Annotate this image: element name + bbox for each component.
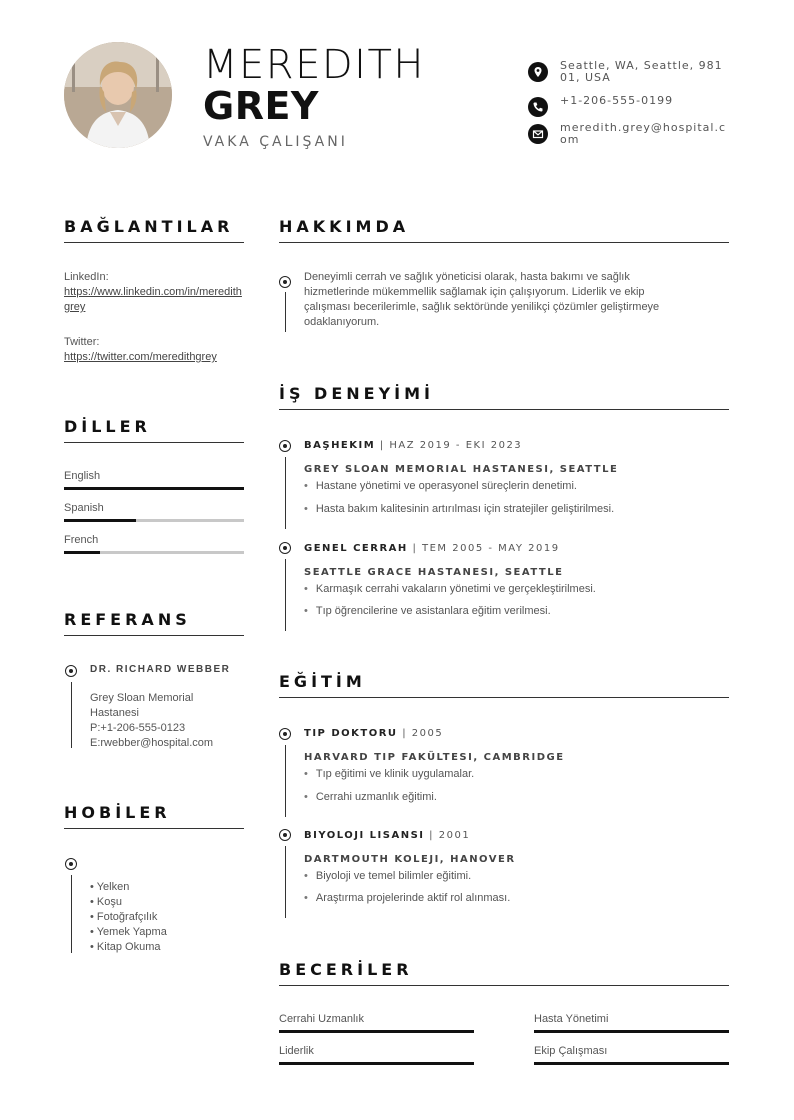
education-header <box>304 728 443 739</box>
job-bullet <box>304 605 551 617</box>
timeline-line <box>285 745 286 817</box>
skill-name: Cerrahi Uzmanlık <box>279 1013 364 1025</box>
job-bullet-text: Karmaşık cerrahi vakaların yönetimi ve gerçekleştirilmesi. <box>315 583 596 595</box>
email-text[interactable]: meredith.grey@hospital.com <box>560 121 727 146</box>
phone-text[interactable]: +1-206-555-0199 <box>560 94 674 107</box>
education-degree: TIP DOKTORU <box>304 728 398 739</box>
hobby-item: • Yelken <box>90 881 130 893</box>
profile-photo <box>64 42 172 148</box>
timeline-dot <box>279 440 291 452</box>
about-heading: HAKKIMDA <box>279 217 729 243</box>
envelope-icon <box>528 124 548 144</box>
language-level-bar <box>64 519 244 522</box>
reference-phone: P:+1-206-555-0123 <box>90 722 186 734</box>
connections-block <box>64 270 246 365</box>
linkedin-label: LinkedIn: <box>64 271 109 283</box>
language-name: French <box>64 534 99 546</box>
skill-item <box>279 1045 474 1065</box>
reference-email: E:rwebber@hospital.com <box>90 737 214 749</box>
address-text: Seattle, WA, Seattle, 98101, USA <box>560 59 723 84</box>
location-pin-icon <box>528 62 548 82</box>
job-bullet-text: Hastane yönetimi ve operasyonel süreçlerin denetimi. <box>315 480 577 492</box>
reference-name: DR. RICHARD WEBBER <box>90 664 231 675</box>
language-item <box>64 502 244 522</box>
education-year: | 2005 <box>397 728 444 739</box>
job-dates: | HAZ 2019 - EKI 2023 <box>375 440 523 451</box>
connections-heading: BAĞLANTILAR <box>64 217 244 243</box>
experience-heading: İŞ DENEYİMİ <box>279 384 729 410</box>
skill-item <box>534 1045 729 1065</box>
timeline-line <box>285 457 286 529</box>
skill-bar <box>279 1062 474 1065</box>
education-bullet-text: Cerrahi uzmanlık eğitimi. <box>315 791 437 803</box>
phone-icon <box>528 97 548 117</box>
reference-org-line2: Hastanesi <box>90 707 139 719</box>
profile-photo-graphic <box>64 42 172 148</box>
name-first: MEREDITH <box>203 42 425 88</box>
timeline-line <box>71 682 72 748</box>
skill-bar <box>534 1062 729 1065</box>
skill-item <box>534 1013 729 1033</box>
skill-name: Liderlik <box>279 1045 314 1057</box>
education-bullet <box>304 870 471 882</box>
language-level-bar <box>64 551 244 554</box>
languages-heading: DİLLER <box>64 417 244 443</box>
about-line: odaklanıyorum. <box>304 316 380 328</box>
timeline-dot <box>65 665 77 677</box>
skill-name: Hasta Yönetimi <box>534 1013 609 1025</box>
contact-address <box>528 60 728 84</box>
education-school: DARTMOUTH KOLEJI, HANOVER <box>304 854 516 865</box>
linkedin-link[interactable]: https://www.linkedin.com/in/meredithgrey <box>64 286 242 313</box>
skills-heading: BECERİLER <box>279 960 729 986</box>
timeline-line <box>285 846 286 918</box>
name-last: GREY <box>203 84 319 128</box>
hobbies-heading: HOBİLER <box>64 803 244 829</box>
job-role: GENEL CERRAH <box>304 543 408 554</box>
education-header <box>304 830 470 841</box>
skill-bar <box>279 1030 474 1033</box>
language-level-bar <box>64 487 244 490</box>
timeline-dot <box>279 542 291 554</box>
reference-details <box>90 691 213 751</box>
hobbies-list <box>90 880 167 955</box>
hobby-item: • Fotoğrafçılık <box>90 911 158 923</box>
twitter-label: Twitter: <box>64 336 100 348</box>
hobby-item: • Koşu <box>90 896 122 908</box>
language-level-fill <box>64 487 244 490</box>
education-bullet <box>304 791 437 803</box>
job-role: BAŞHEKIM <box>304 440 376 451</box>
job-bullet <box>304 583 596 595</box>
hobby-item: • Yemek Yapma <box>90 926 167 938</box>
timeline-line <box>285 559 286 631</box>
language-level-fill <box>64 551 100 554</box>
job-title: VAKA ÇALIŞANI <box>203 134 348 150</box>
job-header <box>304 440 522 451</box>
twitter-link[interactable]: https://twitter.com/meredithgrey <box>64 351 217 363</box>
about-line: hizmetlerinde mükemmellik sağlamak için çalışıyorum. Liderlik ve ekip <box>304 286 645 298</box>
timeline-line <box>71 875 72 953</box>
job-bullet <box>304 503 614 515</box>
education-heading: EĞİTİM <box>279 672 729 698</box>
contact-email <box>528 122 728 146</box>
job-header <box>304 543 560 554</box>
job-bullet-text: Tıp öğrencilerine ve asistanlara eğitim verilmesi. <box>315 605 551 617</box>
language-name: English <box>64 470 101 482</box>
contact-phone <box>528 95 728 117</box>
references-heading: REFERANS <box>64 610 244 636</box>
skill-item <box>279 1013 474 1033</box>
reference-org-line1: Grey Sloan Memorial <box>90 692 194 704</box>
education-school: HARVARD TIP FAKÜLTESI, CAMBRIDGE <box>304 752 565 763</box>
job-bullet <box>304 480 577 492</box>
job-organization: GREY SLOAN MEMORIAL HASTANESI, SEATTLE <box>304 464 619 475</box>
language-item <box>64 534 244 554</box>
language-name: Spanish <box>64 502 104 514</box>
skill-bar <box>534 1030 729 1033</box>
education-bullet-text: Tıp eğitimi ve klinik uygulamalar. <box>315 768 475 780</box>
timeline-dot <box>279 276 291 288</box>
timeline-dot <box>279 829 291 841</box>
education-bullet <box>304 892 510 904</box>
education-bullet-text: Biyoloji ve temel bilimler eğitimi. <box>315 870 472 882</box>
timeline-dot <box>65 858 77 870</box>
education-bullet <box>304 768 474 780</box>
timeline-line <box>285 292 286 332</box>
about-text <box>304 270 729 330</box>
job-bullet-text: Hasta bakım kalitesinin artırılması için stratejiler geliştirilmesi. <box>315 503 615 515</box>
education-year: | 2001 <box>424 830 471 841</box>
job-organization: SEATTLE GRACE HASTANESI, SEATTLE <box>304 567 564 578</box>
education-bullet-text: Araştırma projelerinde aktif rol alınması. <box>315 892 511 904</box>
language-level-fill <box>64 519 136 522</box>
education-degree: BIYOLOJI LISANSI <box>304 830 425 841</box>
job-dates: | TEM 2005 - MAY 2019 <box>407 543 560 554</box>
about-line: çalışması becerilerimle, sağlık sektöründe yenilikçi çözümler geliştirmeye <box>304 301 660 313</box>
timeline-dot <box>279 728 291 740</box>
language-item <box>64 470 244 490</box>
about-line: Deneyimli cerrah ve sağlık yöneticisi olarak, hasta bakımı ve sağlık <box>304 271 630 283</box>
skill-name: Ekip Çalışması <box>534 1045 608 1057</box>
hobby-item: • Kitap Okuma <box>90 941 161 953</box>
